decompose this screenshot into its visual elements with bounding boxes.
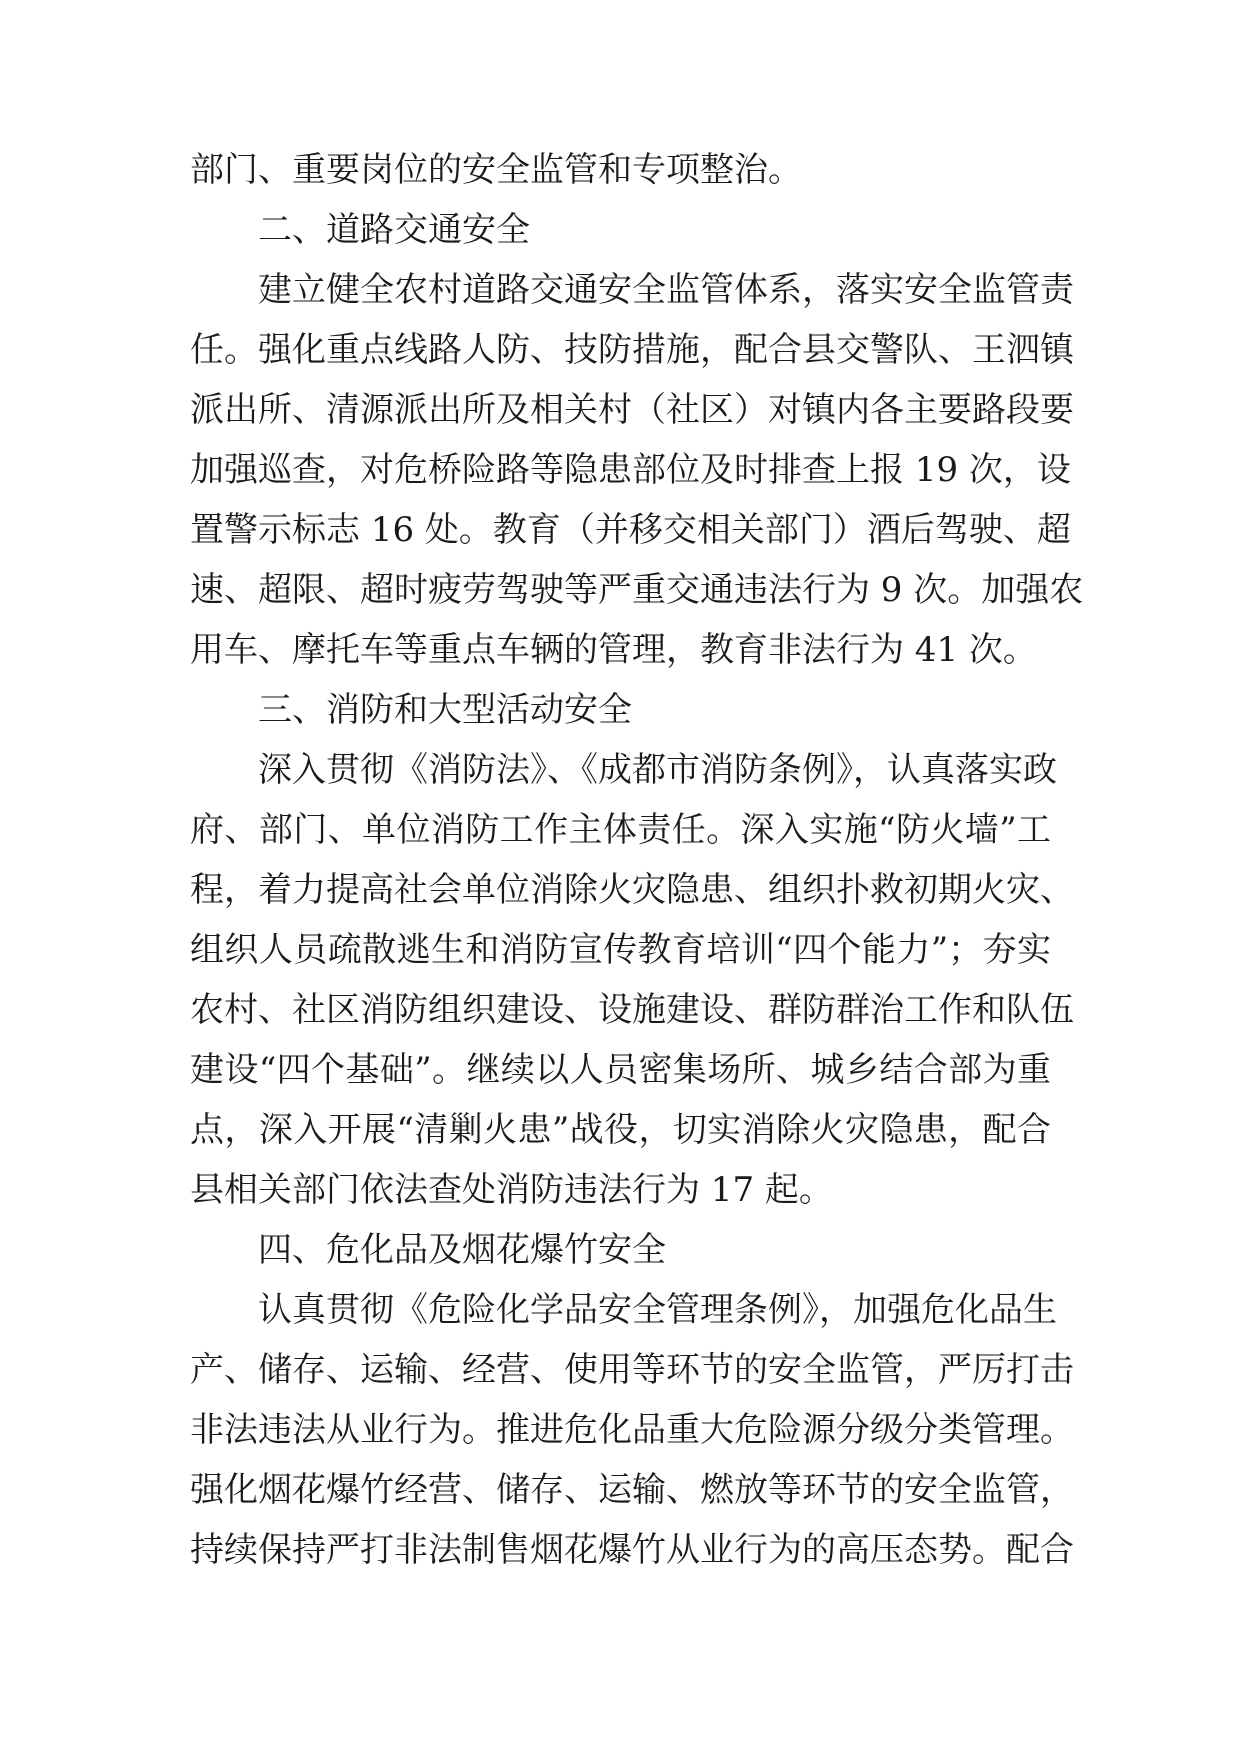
text-line-12: 府、部门、单位消防工作主体责任。深入实施“防火墙”工 [190, 810, 1051, 850]
text-line-18: 县相关部门依法查处消防违法行为 17 起。 [190, 1170, 833, 1210]
text-line-3: 建立健全农村道路交通安全监管体系，落实安全监管责 [258, 270, 1074, 310]
text-line-22: 非法违法从业行为。推进危化品重大危险源分级分类管理。 [190, 1410, 1074, 1450]
text-line-16: 建设“四个基础”。继续以人员密集场所、城乡结合部为重 [190, 1050, 1051, 1090]
text-line-7: 置警示标志 16 处。教育（并移交相关部门）酒后驾驶、超 [190, 510, 1071, 550]
text-line-17: 点，深入开展“清剿火患”战役，切实消除火灾隐患，配合 [190, 1110, 1051, 1150]
text-line-15: 农村、社区消防组织建设、设施建设、群防群治工作和队伍 [190, 990, 1074, 1030]
section-heading-road-traffic: 二、道路交通安全 [258, 210, 530, 250]
text-line-24: 持续保持严打非法制售烟花爆竹从业行为的高压态势。配合 [190, 1530, 1074, 1570]
text-line-5: 派出所、清源派出所及相关村（社区）对镇内各主要路段要 [190, 390, 1074, 430]
text-line-13: 程，着力提高社会单位消除火灾隐患、组织扑救初期火灾、 [190, 870, 1074, 910]
section-heading-hazardous-chemicals: 四、危化品及烟花爆竹安全 [258, 1230, 666, 1270]
text-line-9: 用车、摩托车等重点车辆的管理，教育非法行为 41 次。 [190, 630, 1037, 670]
text-line-1: 部门、重要岗位的安全监管和专项整治。 [190, 150, 802, 190]
text-line-8: 速、超限、超时疲劳驾驶等严重交通违法行为 9 次。加强农 [190, 570, 1084, 610]
text-line-4: 任。强化重点线路人防、技防措施，配合县交警队、王泗镇 [190, 330, 1074, 370]
text-line-23: 强化烟花爆竹经营、储存、运输、燃放等环节的安全监管， [190, 1470, 1074, 1510]
text-line-21: 产、储存、运输、经营、使用等环节的安全监管，严厉打击 [190, 1350, 1074, 1390]
text-line-11: 深入贯彻《消防法》、《成都市消防条例》，认真落实政 [258, 750, 1057, 790]
section-heading-fire-safety: 三、消防和大型活动安全 [258, 690, 632, 730]
text-line-6: 加强巡查，对危桥险路等隐患部位及时排查上报 19 次，设 [190, 450, 1071, 490]
text-line-14: 组织人员疏散逃生和消防宣传教育培训“四个能力”；夯实 [190, 930, 1051, 970]
text-line-20: 认真贯彻《危险化学品安全管理条例》，加强危化品生 [258, 1290, 1057, 1330]
